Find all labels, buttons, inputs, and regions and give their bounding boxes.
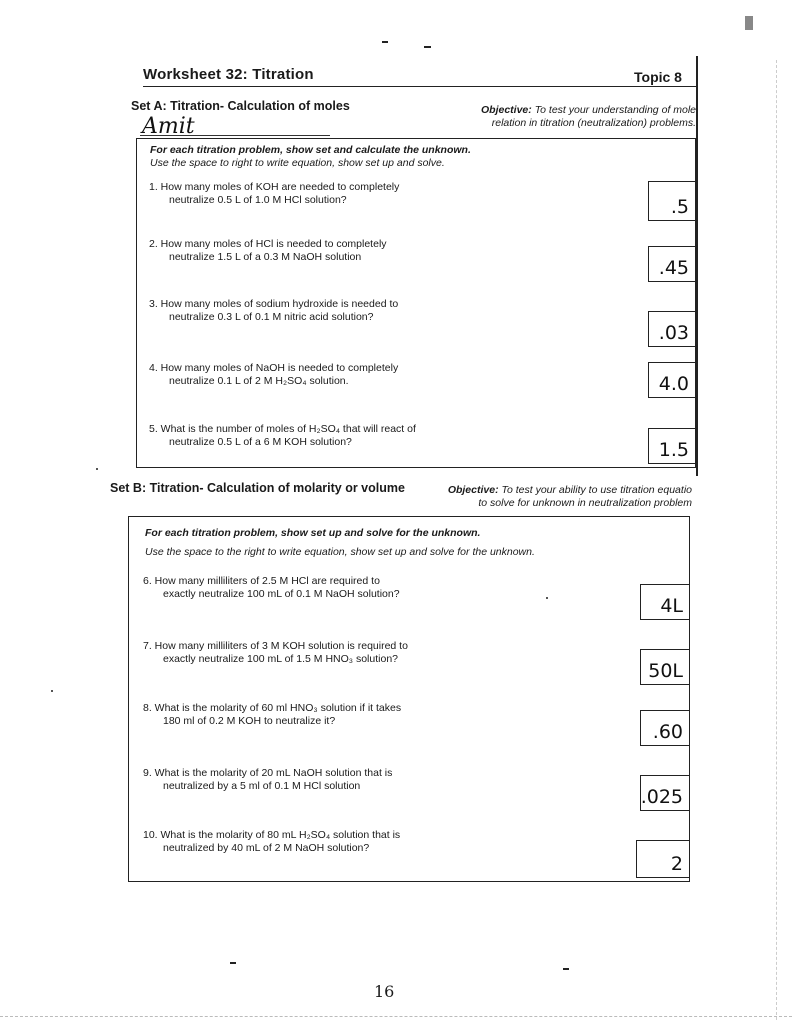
answer-box-3[interactable] bbox=[648, 311, 696, 347]
set-b-frame bbox=[128, 516, 690, 882]
question-8-line1: 8. What is the molarity of 60 ml HNO₃ solution if it takes bbox=[143, 702, 402, 714]
title-divider bbox=[143, 86, 697, 87]
question-5-line1: 5. What is the number of moles of H₂SO₄ that will react of bbox=[149, 423, 416, 435]
scan-mark bbox=[382, 41, 388, 43]
answer-1-handwritten: .5 bbox=[670, 196, 689, 218]
question-4 bbox=[149, 362, 398, 388]
right-margin-line bbox=[696, 56, 698, 476]
question-5 bbox=[149, 423, 416, 449]
question-1-line1: 1. How many moles of KOH are needed to completely bbox=[149, 181, 400, 193]
scan-speck bbox=[745, 16, 753, 30]
answer-box-7[interactable] bbox=[640, 649, 690, 685]
question-9-line2: neutralized by a 5 ml of 0.1 M HCl solution bbox=[163, 780, 361, 792]
set-a-instructions bbox=[150, 144, 471, 170]
question-4-line1: 4. How many moles of NaOH is needed to completely bbox=[149, 362, 399, 374]
set-b-instructions bbox=[145, 524, 535, 562]
right-scan-line bbox=[776, 60, 777, 1020]
question-7-line1: 7. How many milliliters of 3 M KOH solution is required to bbox=[143, 640, 408, 652]
question-9 bbox=[143, 767, 392, 793]
question-2 bbox=[149, 238, 387, 264]
answer-box-4[interactable] bbox=[648, 362, 696, 398]
answer-box-9[interactable] bbox=[640, 775, 690, 811]
question-7-line2: exactly neutralize 100 mL of 1.5 M HNO₃ solution? bbox=[163, 653, 398, 665]
set-a-instruction-line1: For each titration problem, show set and calculate the unknown. bbox=[150, 144, 471, 156]
answer-9-handwritten: .025 bbox=[640, 786, 683, 808]
question-6 bbox=[143, 575, 400, 601]
question-1-line2: neutralize 0.5 L of 1.0 M HCl solution? bbox=[169, 194, 347, 206]
name-underline bbox=[140, 135, 330, 136]
answer-box-8[interactable] bbox=[640, 710, 690, 746]
question-1 bbox=[149, 181, 399, 207]
set-b-instruction-line2: Use the space to the right to write equation, show set up and solve for the unknown. bbox=[145, 546, 535, 558]
question-7 bbox=[143, 640, 408, 666]
worksheet-title: Worksheet 32: Titration bbox=[143, 66, 314, 83]
scan-mark bbox=[424, 46, 431, 48]
set-b-objective-label: Objective: bbox=[447, 484, 499, 496]
scan-speck bbox=[51, 690, 53, 692]
question-10-line1: 10. What is the molarity of 80 mL H₂SO₄ solution that is bbox=[143, 829, 401, 841]
question-6-line1: 6. How many milliliters of 2.5 M HCl are required to bbox=[143, 575, 380, 587]
set-a-objective-line2: relation in titration (neutralization) problems. bbox=[491, 117, 696, 129]
question-10-line2: neutralized by 40 mL of 2 M NaOH solution? bbox=[163, 842, 370, 854]
scan-speck bbox=[546, 597, 548, 599]
set-b-heading: Set B: Titration- Calculation of molarity or volume bbox=[110, 481, 405, 495]
set-b-objective-line1: To test your ability to use titration equatio bbox=[501, 484, 692, 496]
answer-box-10[interactable] bbox=[636, 840, 690, 878]
scan-speck bbox=[96, 468, 98, 470]
student-name-handwritten: Amit bbox=[142, 114, 195, 139]
answer-10-handwritten: 2 bbox=[670, 853, 683, 875]
question-3-line1: 3. How many moles of sodium hydroxide is needed to bbox=[149, 298, 399, 310]
answer-box-6[interactable] bbox=[640, 584, 690, 620]
answer-8-handwritten: .60 bbox=[652, 721, 683, 743]
answer-box-5[interactable] bbox=[648, 428, 696, 464]
question-2-line2: neutralize 1.5 L of a 0.3 M NaOH solution bbox=[169, 251, 362, 263]
set-b-objective-line2: to solve for unknown in neutralization problem bbox=[478, 497, 692, 509]
question-3-line2: neutralize 0.3 L of 0.1 M nitric acid solution? bbox=[169, 311, 374, 323]
topic-label: Topic 8 bbox=[634, 69, 682, 85]
set-b-instruction-line1: For each titration problem, show set up and solve for the unknown. bbox=[145, 527, 481, 539]
answer-box-2[interactable] bbox=[648, 246, 696, 282]
question-9-line1: 9. What is the molarity of 20 mL NaOH solution that is bbox=[143, 767, 393, 779]
question-5-line2: neutralize 0.5 L of a 6 M KOH solution? bbox=[169, 436, 352, 448]
set-a-objective-line1: To test your understanding of mole bbox=[534, 104, 696, 116]
set-a-heading: Set A: Titration- Calculation of moles bbox=[131, 99, 350, 113]
answer-2-handwritten: .45 bbox=[658, 257, 689, 279]
question-2-line1: 2. How many moles of HCl is needed to completely bbox=[149, 238, 387, 250]
set-a-objective bbox=[400, 104, 696, 130]
question-10 bbox=[143, 829, 400, 855]
set-a-objective-label: Objective: bbox=[481, 104, 532, 116]
answer-5-handwritten: 1.5 bbox=[658, 439, 689, 461]
answer-7-handwritten: 50L bbox=[648, 660, 683, 682]
question-8-line2: 180 ml of 0.2 M KOH to neutralize it? bbox=[163, 715, 336, 727]
set-b-objective bbox=[400, 484, 692, 510]
question-6-line2: exactly neutralize 100 mL of 0.1 M NaOH solution? bbox=[163, 588, 400, 600]
answer-3-handwritten: .03 bbox=[658, 322, 689, 344]
page-number-handwritten: 16 bbox=[374, 982, 395, 1001]
scan-mark bbox=[230, 962, 236, 964]
question-3 bbox=[149, 298, 398, 324]
answer-6-handwritten: 4L bbox=[660, 595, 683, 617]
set-a-instruction-line2: Use the space to right to write equation, show set up and solve. bbox=[150, 157, 445, 169]
answer-4-handwritten: 4.0 bbox=[658, 373, 689, 395]
bottom-scan-line bbox=[0, 1016, 792, 1017]
question-4-line2: neutralize 0.1 L of 2 M H₂SO₄ solution. bbox=[169, 375, 349, 387]
answer-box-1[interactable] bbox=[648, 181, 696, 221]
scan-mark bbox=[563, 968, 569, 970]
question-8 bbox=[143, 702, 401, 728]
